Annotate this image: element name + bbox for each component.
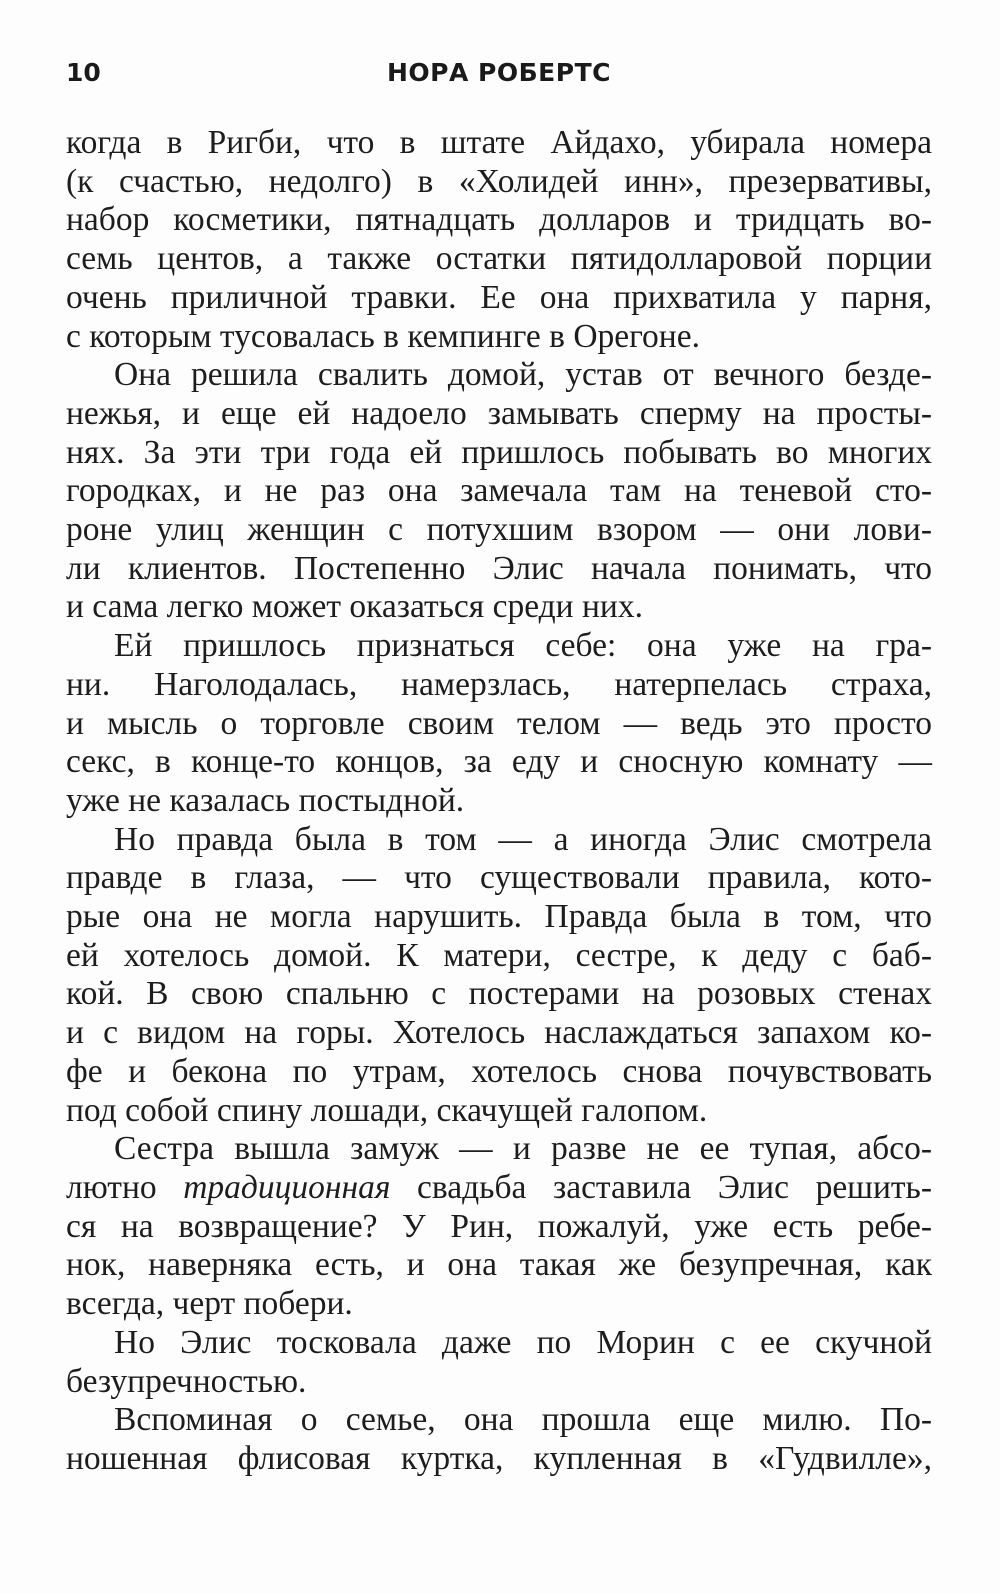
text-line: кой. В свою спальню с постерами на розовых стенах (66, 975, 932, 1013)
text-line: Вспоминая о семье, она прошла еще милю. По- (114, 1401, 932, 1439)
text-line: нок, наверняка есть, и она такая же безупречная, как (66, 1246, 932, 1284)
text-line: Ей пришлось признаться себе: она уже на гра- (114, 627, 932, 665)
text-line-mixed (66, 1169, 932, 1208)
text-line: с которым тусовалась в кемпинге в Орегоне. (66, 317, 700, 355)
text-line: ей хотелось домой. К матери, сестре, к деду с баб- (66, 936, 932, 974)
paragraph-4 (66, 821, 932, 1131)
paragraph-2 (66, 356, 932, 627)
text-line: роне улиц женщин с потухшим взором — они лови- (66, 511, 932, 549)
text-line: Сестра вышла замуж — и разве не ее тупая, абсо- (114, 1130, 932, 1168)
text-line: безупречностью. (66, 1362, 307, 1400)
text-line: ли клиентов. Постепенно Элис начала понимать, что (66, 549, 932, 587)
text-line: ношенная флисовая куртка, купленная в «Гудвилле», (66, 1439, 932, 1477)
text-line: и с видом на горы. Хотелось наслаждаться запахом ко- (66, 1014, 932, 1052)
text-run: лютно (66, 1168, 184, 1206)
running-header (66, 58, 932, 98)
page-number: 10 (66, 58, 101, 87)
text-line: нях. За эти три года ей пришлось побывать во многих (66, 433, 932, 471)
text-line: ся на возвращение? У Рин, пожалуй, уже есть ребе- (66, 1207, 932, 1245)
text-line: городках, и не раз она замечала там на теневой сто- (66, 472, 932, 510)
italic-emphasis: традиционная (183, 1168, 391, 1206)
text-line: рые она не могла нарушить. Правда была в том, что (66, 898, 932, 936)
text-line: уже не казалась постыдной. (66, 781, 465, 819)
text-line: (к счастью, недолго) в «Холидей инн», презервативы, (66, 162, 932, 200)
text-line: набор косметики, пятнадцать долларов и тридцать во- (66, 201, 932, 239)
paragraph-5 (66, 1130, 932, 1324)
text-line: Но правда была в том — а иногда Элис смотрела (114, 820, 932, 858)
text-line: семь центов, а также остатки пятидолларовой порции (66, 240, 932, 278)
paragraph-1 (66, 124, 932, 356)
text-line: Но Элис тосковала даже по Морин с ее скучной (114, 1323, 932, 1361)
text-line: правде в глаза, — что существовали правила, кото- (66, 859, 932, 897)
paragraph-3 (66, 627, 932, 821)
paragraph-6 (66, 1324, 932, 1401)
paragraph-7 (66, 1401, 932, 1478)
text-line: секс, в конце-то концов, за еду и сносную комнату — (66, 743, 932, 781)
text-line: очень приличной травки. Ее она прихватила у парня, (66, 278, 932, 316)
text-line: всегда, черт побери. (66, 1285, 353, 1323)
text-line: и мысль о торговле своим телом — ведь это просто (66, 704, 932, 742)
body-text (66, 124, 932, 1479)
text-line: Она решила свалить домой, устав от вечного безде- (114, 356, 932, 394)
text-run: свадьба заставила Элис решить- (390, 1168, 932, 1206)
text-line: нежья, и еще ей надоело замывать сперму на просты- (66, 394, 932, 432)
text-line: и сама легко может оказаться среди них. (66, 588, 643, 626)
running-header-author: НОРА РОБЕРТС (387, 58, 611, 87)
text-line: ни. Наголодалась, намерзлась, натерпелась страха, (66, 665, 932, 703)
text-line: когда в Ригби, что в штате Айдахо, убирала номера (66, 124, 932, 161)
text-line: фе и бекона по утрам, хотелось снова почувствовать (66, 1052, 932, 1090)
text-line: под собой спину лошади, скачущей галопом. (66, 1091, 708, 1129)
